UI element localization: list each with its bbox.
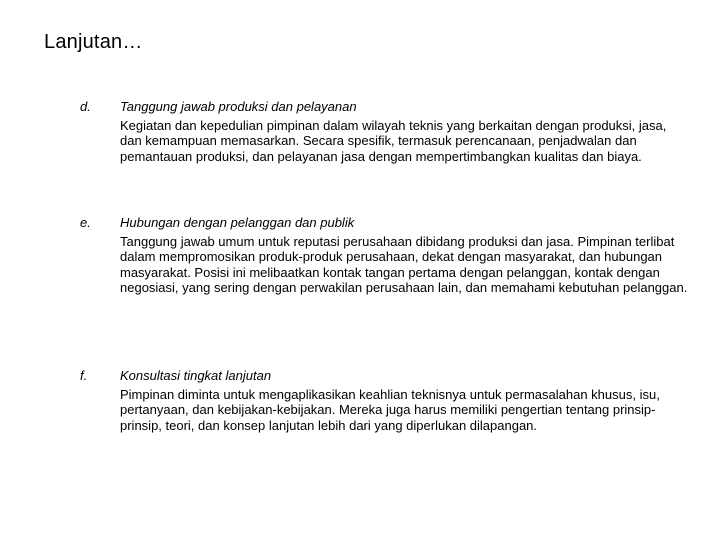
item-letter: f. xyxy=(80,368,88,383)
item-letter: e. xyxy=(80,215,91,230)
item-heading: Hubungan dengan pelanggan dan publik xyxy=(120,215,355,230)
item-heading: Tanggung jawab produksi dan pelayanan xyxy=(120,99,357,114)
item-text: Kegiatan dan kepedulian pimpinan dalam wilayah teknis yang berkaitan dengan produksi, jasa, dan kemampuan memasarkan. Secara spesifik, termasuk perencanaan, penjadwalan dan pemantauan produksi, dan pelayanan jasa dengan mempertimbangkan kualitas dan biaya. xyxy=(120,117,667,164)
item-body xyxy=(120,368,690,433)
item-body xyxy=(120,215,690,296)
item-text: Tanggung jawab umum untuk reputasi perusahaan dibidang produksi dan jasa. Pimpinan terlibat dalam mempromosikan produk-produk perusahaan, dekat dengan masyarakat, dan hubungan masyarakat. Posisi ini melibaatkan kontak tangan pertama dengan pelanggan, kontak dengan negosiasi, yang sering dengan perwakilan perusahaan lain, dan memahami kebutuhan pelanggan. xyxy=(120,233,688,295)
item-text: Pimpinan diminta untuk mengaplikasikan keahlian teknisnya untuk permasalahan khusus, isu, pertanyaan, dan kebijakan-kebijakan. Mereka juga harus memiliki pengertian tentang prinsip-prinsip, teori, dan konsep lanjutan lebih dari yang diperlukan dilapangan. xyxy=(120,386,660,433)
item-letter: d. xyxy=(80,99,91,114)
item-heading: Konsultasi tingkat lanjutan xyxy=(120,368,272,383)
item-body xyxy=(120,99,690,164)
slide-title: Lanjutan… xyxy=(44,31,143,53)
